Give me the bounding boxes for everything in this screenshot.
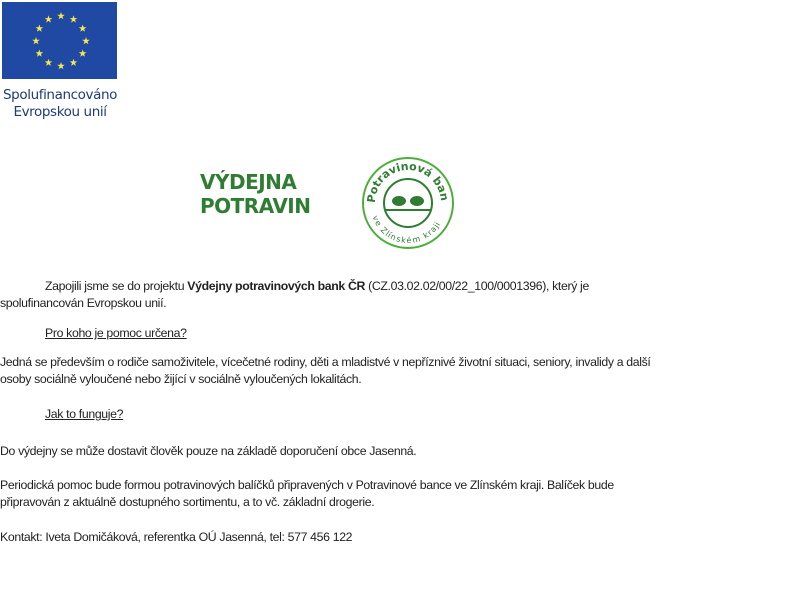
star-icon [57, 62, 65, 69]
star-icon [79, 50, 87, 57]
eu-caption [0, 87, 120, 121]
star-icon [45, 59, 53, 66]
potravinova-banka-logo [361, 156, 455, 255]
eu-caption-line1: Spolufinancováno [3, 87, 117, 103]
star-icon [70, 15, 78, 22]
bird-icon [410, 196, 424, 206]
heading-how-text: Jak to funguje? [45, 407, 124, 421]
star-icon [79, 25, 87, 32]
heading-who-text: Pro koho je pomoc určena? [45, 326, 187, 340]
vydejna-potravin-logo [200, 170, 320, 218]
banka-bottom-text: ve Zlínském kraji [370, 214, 442, 246]
heading-who [0, 325, 705, 342]
project-name: Výdejny potravinových bank ČR [187, 279, 366, 293]
intro-prefix: Zapojili jsme se do projektu [45, 279, 188, 293]
para-package: Periodická pomoc bude formou potravinových balíčků připravených v Potravinové bance ve Zlínském kraji. Balíček bude připravován z aktuálně dostupného sortimentu, a to vč. základní drogerie. [0, 478, 614, 509]
para-how: Do výdejny se může dostavit člověk pouze na základě doporučení obce Jasenná. [0, 444, 417, 458]
star-icon [57, 12, 65, 19]
eu-stars-icon [2, 2, 117, 79]
star-icon [82, 37, 90, 44]
banka-top-text: Potravinová ban [364, 159, 452, 204]
star-icon [36, 25, 44, 32]
vydejna-logo-line2: POTRAVIN [200, 194, 311, 218]
contact: Kontakt: Iveta Domičáková, referentka OÚ Jasenná, tel: 577 456 122 [0, 530, 353, 544]
bird-icon [392, 196, 406, 206]
star-icon [32, 37, 40, 44]
heading-how [0, 406, 705, 423]
intro-suffix: (CZ.03.02.02/00/22_100/0001396), který je spolufinancován Evropskou unií. [0, 279, 589, 310]
star-icon [36, 50, 44, 57]
star-icon [45, 15, 53, 22]
eu-flag-logo [2, 2, 117, 79]
vydejna-logo-line1: VÝDEJNA [200, 170, 297, 194]
intro-paragraph [0, 278, 660, 312]
eu-caption-line2: Evropskou unií [13, 104, 107, 120]
para-who: Jedná se především o rodiče samoživitele, vícečetné rodiny, děti a mladistvé v nepříznivé životní situaci, seniory, invalidy a další osoby sociálně vyloučené nebo žijící v sociálně vyloučených lokalitách. [0, 355, 651, 386]
star-icon [70, 59, 78, 66]
